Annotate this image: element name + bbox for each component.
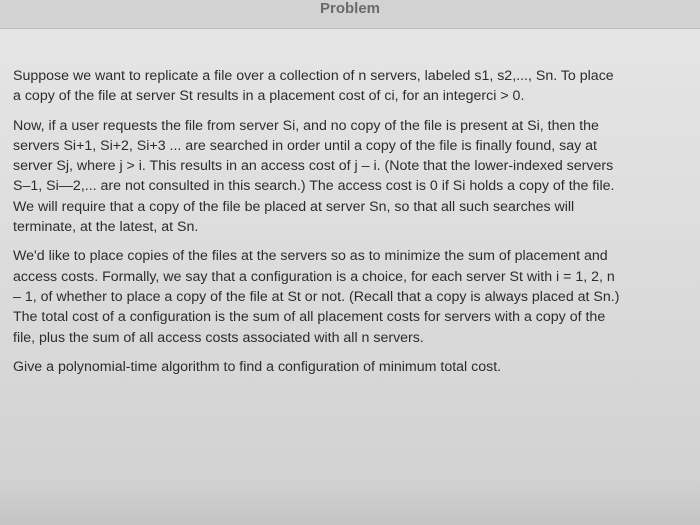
page-title: Problem <box>319 0 380 17</box>
paragraph-intro <box>13 66 693 107</box>
text-line: Now, if a user requests the file from server Si, and no copy of the file is present at Si, then the <box>13 117 599 134</box>
paragraph-access-cost <box>13 116 693 238</box>
text-line: We'd like to place copies of the files at the servers so as to minimize the sum of placement and <box>13 248 608 265</box>
problem-statement <box>13 66 693 386</box>
text-line: terminate, at the latest, at Sn. <box>13 219 199 236</box>
text-line: The total cost of a configuration is the sum of all placement costs for servers with a copy of the <box>13 309 606 326</box>
paragraph-task <box>13 357 693 377</box>
text-line: Suppose we want to replicate a file over a collection of n servers, labeled s1, s2,..., Sn. To place <box>13 68 614 84</box>
text-line: servers Si+1, Si+2, Si+3 ... are searched in order until a copy of the file is finally found, say at <box>13 137 597 154</box>
header-bar <box>0 0 700 29</box>
text-line: S–1, Si—2,... are not consulted in this search.) The access cost is 0 if Si holds a copy of the file. <box>13 178 615 195</box>
text-line: server Sj, where j > i. This results in an access cost of j – i. (Note that the lower-indexed servers <box>13 158 614 175</box>
paragraph-configuration <box>13 246 693 347</box>
text-line: Give a polynomial-time algorithm to find a configuration of minimum total cost. <box>13 358 502 375</box>
text-line: access costs. Formally, we say that a configuration is a choice, for each server St with i = 1, 2, n <box>13 268 615 285</box>
text-line: We will require that a copy of the file be placed at server Sn, so that all such searches will <box>13 198 575 215</box>
bottom-shading <box>0 478 700 525</box>
text-line: – 1, of whether to place a copy of the file at St or not. (Recall that a copy is always placed at Sn.) <box>13 288 620 305</box>
text-line: a copy of the file at server St results in a placement cost of ci, for an integerci > 0. <box>13 88 525 105</box>
text-line: file, plus the sum of all access costs associated with all n servers. <box>13 329 424 346</box>
